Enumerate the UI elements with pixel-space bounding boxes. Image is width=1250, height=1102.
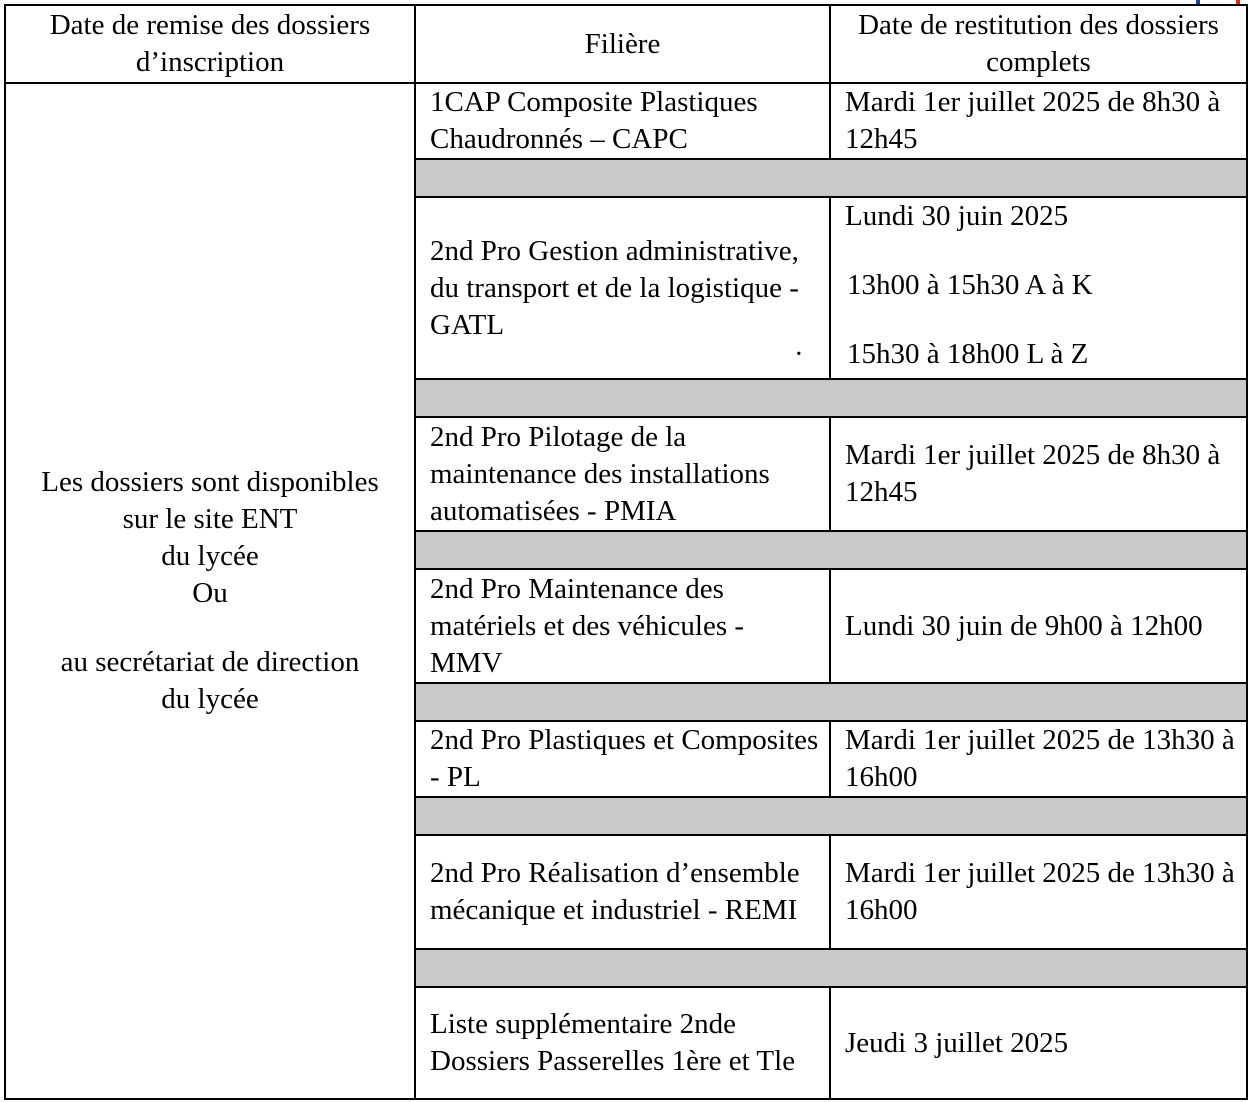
program-cell: 2nd Pro Pilotage de la maintenance des installations automatisées - PMIA [415,417,830,531]
availability-line: Les dossiers sont disponibles [41,466,379,498]
availability-info-cell [5,83,415,1099]
header-submission-date: Date de remise des dossiers d’inscription [5,5,415,83]
return-date-cell: Mardi 1er juillet 2025 de 13h30 à 16h00 [830,721,1247,797]
header-row [5,5,1247,83]
program-cell: 2nd Pro Gestion administrative, du transport et de la logistique - GATL [415,197,830,379]
header-return-date: Date de restitution des dossiers complets [830,5,1247,83]
program-cell: Liste supplémentaire 2nde Dossiers Passerelles 1ère et Tle [415,987,830,1099]
availability-line: du lycée [161,540,259,572]
table-row [5,83,1247,159]
return-date-cell: Jeudi 3 juillet 2025 [830,987,1247,1099]
registration-schedule-table [4,4,1248,1100]
return-date-line: Lundi 30 juin 2025 [845,200,1069,232]
return-date-line: 13h00 à 15h30 A à K [847,269,1093,301]
stray-dot-mark: · [794,338,804,370]
return-date-line: 15h30 à 18h00 L à Z [847,338,1089,370]
return-date-cell: Lundi 30 juin de 9h00 à 12h00 [830,569,1247,683]
program-cell: 2nd Pro Maintenance des matériels et des véhicules - MMV [415,569,830,683]
return-date-cell: Mardi 1er juillet 2025 de 8h30 à 12h45 [830,417,1247,531]
return-date-cell [830,197,1247,379]
return-date-cell: Mardi 1er juillet 2025 de 13h30 à 16h00 [830,835,1247,949]
availability-line: Ou [192,577,228,609]
program-cell: 2nd Pro Réalisation d’ensemble mécanique et industriel - REMI [415,835,830,949]
availability-line: sur le site ENT [122,503,298,535]
availability-line: du lycée [161,683,259,715]
header-program: Filière [415,5,830,83]
program-cell: 1CAP Composite Plastiques Chaudronnés – CAPC [415,83,830,159]
program-cell: 2nd Pro Plastiques et Composites - PL [415,721,830,797]
availability-line: au secrétariat de direction [60,646,360,678]
return-date-cell: Mardi 1er juillet 2025 de 8h30 à 12h45 [830,83,1247,159]
